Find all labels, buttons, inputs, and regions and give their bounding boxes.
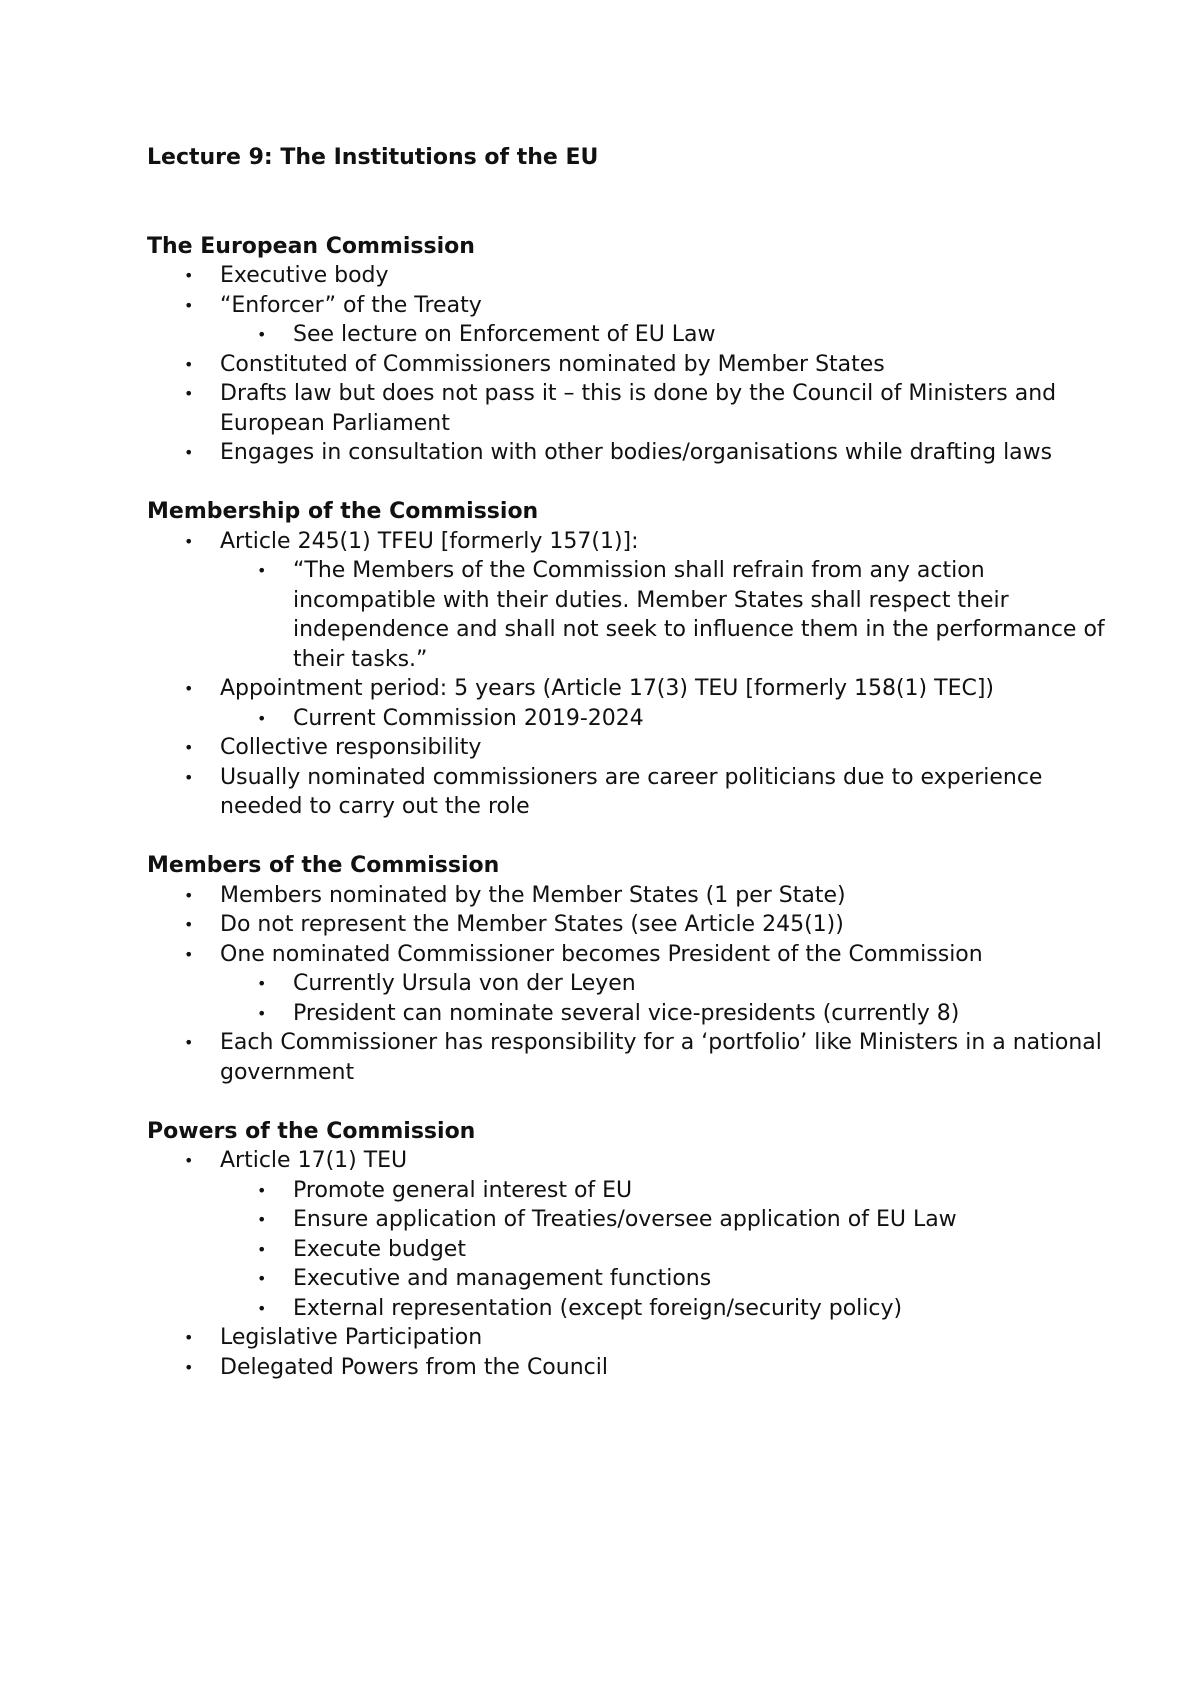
bullet-icon: •: [184, 944, 194, 964]
section-heading: The European Commission: [147, 233, 475, 259]
section-gap: [147, 822, 1107, 852]
list-item-text: Do not represent the Member States (see Article 245(1)): [220, 912, 844, 937]
title-spacer: [147, 173, 1107, 232]
sub-list-item: [147, 1205, 1107, 1235]
list-item-text: President can nominate several vice-presidents (currently 8): [293, 1000, 960, 1026]
section: [147, 851, 1107, 1117]
sub-list-item: [147, 556, 1107, 674]
list-item-text: Currently Ursula von der Leyen: [293, 971, 636, 996]
section-heading: Membership of the Commission: [147, 499, 539, 524]
list-item: [147, 733, 1107, 763]
section: [147, 497, 1107, 851]
section-gap: [147, 1087, 1107, 1117]
bullet-icon: •: [257, 1180, 267, 1200]
sub-list-item: [147, 704, 1107, 734]
bullet-icon: •: [257, 1210, 267, 1229]
bullet-icon: •: [257, 708, 267, 728]
list-item: [147, 350, 1107, 380]
list-item: [147, 1146, 1107, 1176]
page-title: Lecture 9: The Institutions of the EU: [147, 145, 599, 170]
list-item-text: Legislative Participation: [220, 1325, 483, 1350]
list-item-text: External representation (except foreign/security policy): [293, 1295, 903, 1321]
list-item: [147, 261, 1107, 291]
bullet-icon: •: [184, 1328, 194, 1347]
sub-list-item: [147, 969, 1107, 999]
bullet-icon: •: [184, 885, 194, 905]
list-item-text: Promote general interest of EU: [293, 1177, 633, 1203]
bullet-icon: •: [184, 1357, 194, 1377]
bullet-icon: •: [257, 561, 267, 580]
list-item: [147, 438, 1107, 468]
list-item-text: One nominated Commissioner becomes President of the Commission: [220, 941, 983, 967]
bullet-icon: •: [184, 679, 194, 698]
bullet-icon: •: [257, 1239, 267, 1259]
bullet-list: [147, 1146, 1107, 1382]
list-item: [147, 527, 1107, 557]
sections-container: [147, 232, 1107, 1383]
bullet-list: [147, 261, 1107, 468]
list-item-text: Executive body: [220, 263, 389, 288]
bullet-icon: •: [257, 974, 267, 993]
list-item-text: Members nominated by the Member States (1 per State): [220, 882, 846, 908]
bullet-icon: •: [184, 295, 194, 315]
bullet-icon: •: [257, 325, 267, 344]
section-heading: Powers of the Commission: [147, 1118, 476, 1144]
bullet-list: [147, 527, 1107, 822]
list-item: [147, 1353, 1107, 1383]
list-item: [147, 379, 1107, 438]
section-gap: [147, 468, 1107, 498]
bullet-icon: •: [257, 1298, 267, 1318]
bullet-icon: •: [257, 1003, 267, 1023]
list-item: [147, 1028, 1107, 1087]
bullet-icon: •: [257, 1269, 267, 1288]
list-item-text: “The Members of the Commission shall refrain from any action incompatible with their duties. Member States shall respect their independence and shall not seek to influence them in the performance of their tasks.”: [293, 558, 1105, 672]
document-content: [147, 143, 1107, 1382]
list-item-text: Article 245(1) TFEU [formerly 157(1)]:: [220, 528, 639, 554]
list-item-text: Ensure application of Treaties/oversee application of EU Law: [293, 1207, 957, 1232]
list-item-text: See lecture on Enforcement of EU Law: [293, 322, 716, 347]
list-item: [147, 291, 1107, 321]
sub-list-item: [147, 1264, 1107, 1294]
list-item-text: Collective responsibility: [220, 735, 482, 760]
list-item-text: Current Commission 2019-2024: [293, 705, 644, 731]
bullet-list: [147, 881, 1107, 1088]
bullet-icon: •: [184, 738, 194, 757]
sub-list-item: [147, 1235, 1107, 1265]
list-item-text: “Enforcer” of the Treaty: [220, 292, 482, 318]
list-item: [147, 763, 1107, 822]
list-item-text: Article 17(1) TEU: [220, 1148, 408, 1173]
bullet-icon: •: [184, 443, 194, 462]
list-item-text: Appointment period: 5 years (Article 17(3) TEU [formerly 158(1) TEC]): [220, 676, 994, 701]
list-item-text: Executive and management functions: [293, 1266, 712, 1291]
list-item-text: Constituted of Commissioners nominated by Member States: [220, 351, 885, 377]
list-item: [147, 674, 1107, 704]
section: [147, 232, 1107, 498]
sub-list-item: [147, 320, 1107, 350]
bullet-icon: •: [184, 915, 194, 934]
list-item-text: Each Commissioner has responsibility for a ‘portfolio’ like Ministers in a national government: [220, 1030, 1102, 1085]
sub-list-item: [147, 1294, 1107, 1324]
bullet-icon: •: [184, 354, 194, 374]
list-item: [147, 940, 1107, 970]
bullet-icon: •: [184, 767, 194, 787]
list-item-text: Engages in consultation with other bodies/organisations while drafting laws: [220, 440, 1053, 465]
list-item-text: Execute budget: [293, 1236, 466, 1262]
list-item: [147, 910, 1107, 940]
section: [147, 1117, 1107, 1383]
bullet-icon: •: [184, 384, 194, 403]
list-item: [147, 1323, 1107, 1353]
list-item-text: Delegated Powers from the Council: [220, 1354, 608, 1380]
list-item-text: Usually nominated commissioners are career politicians due to experience needed to carry out the role: [220, 764, 1043, 819]
bullet-icon: •: [184, 531, 194, 551]
list-item: [147, 881, 1107, 911]
list-item-text: Drafts law but does not pass it – this is done by the Council of Ministers and European Parliament: [220, 381, 1057, 436]
sub-list-item: [147, 1176, 1107, 1206]
sub-list-item: [147, 999, 1107, 1029]
section-heading: Members of the Commission: [147, 853, 500, 878]
bullet-icon: •: [184, 1151, 194, 1170]
bullet-icon: •: [184, 1033, 194, 1052]
bullet-icon: •: [184, 266, 194, 285]
